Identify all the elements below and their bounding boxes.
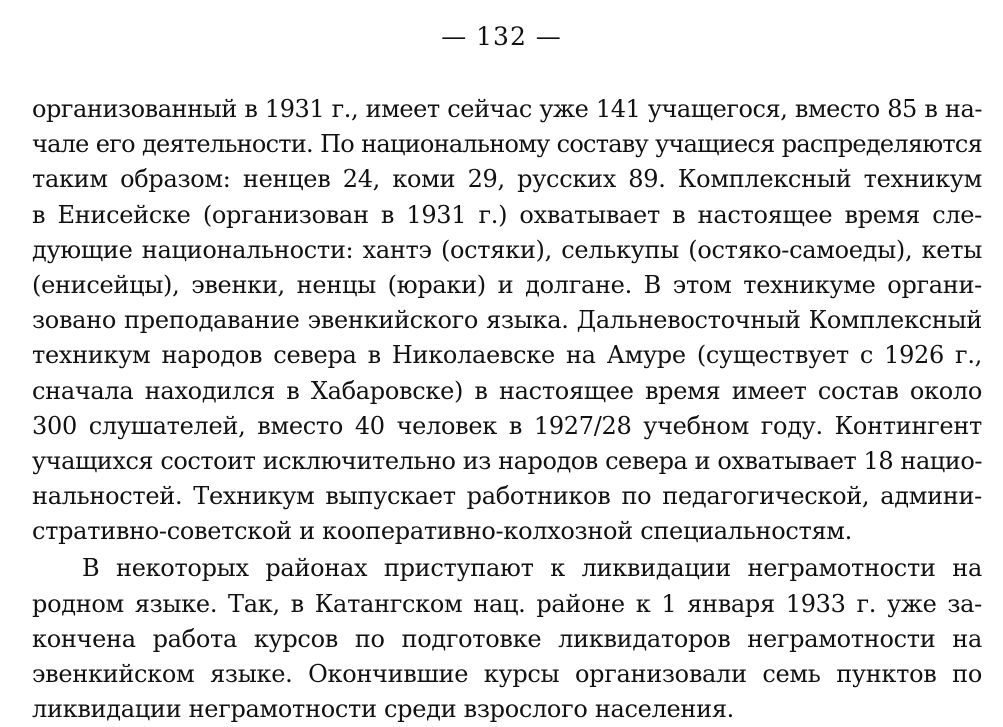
- paragraph-2: [32, 551, 982, 727]
- paragraph-1: [32, 92, 982, 549]
- text-line: нальностей. Техникум выпускает работников по педагогической, админи-: [32, 482, 982, 511]
- text-line: ликвидации неграмотности среди взрослого населения.: [32, 695, 734, 724]
- body-text: [32, 92, 982, 727]
- text-line: эвенкийском языке. Окончившие курсы организовали семь пунктов по: [32, 660, 982, 688]
- text-line: зовано преподавание эвенкийского языка. Дальневосточный Комплексный: [32, 306, 982, 335]
- text-line: 300 слушателей, вместо 40 человек в 1927/28 учебном году. Контингент: [32, 411, 982, 440]
- text-line: В некоторых районах приступают к ликвидации неграмотности на: [82, 554, 982, 583]
- text-line: организованный в 1931 г., имеет сейчас уже 141 учащегося, вместо 85 в на-: [32, 95, 982, 123]
- text-line: учащихся состоит исключительно из народов севера и охватывает 18 нацио-: [32, 446, 982, 475]
- text-line: дующие национальности: хантэ (остяки), селькупы (остяко-самоеды), кеты: [32, 235, 982, 264]
- text-line: чале его деятельности. По национальному составу учащиеся распределяются: [32, 130, 982, 159]
- page-number: — 132 —: [441, 22, 562, 51]
- text-line: стративно-советской и кооперативно-колхозной специальностям.: [32, 517, 852, 546]
- text-line: техникум народов севера в Николаевске на Амуре (существует с 1926 г.,: [32, 341, 982, 370]
- text-line: сначала находился в Хабаровске) в настоящее время имеет состав около: [32, 376, 982, 405]
- text-line: родном языке. Так, в Катангском нац. районе к 1 января 1933 г. уже за-: [32, 589, 982, 618]
- text-line: таким образом: ненцев 24, коми 29, русских 89. Комплексный техникум: [32, 165, 982, 194]
- text-line: (енисейцы), эвенки, ненцы (юраки) и долгане. В этом техникуме органи-: [32, 270, 982, 299]
- text-line: в Енисейске (организован в 1931 г.) охватывает в настоящее время сле-: [32, 200, 982, 229]
- text-line: кончена работа курсов по подготовке ликвидаторов неграмотности на: [32, 624, 982, 653]
